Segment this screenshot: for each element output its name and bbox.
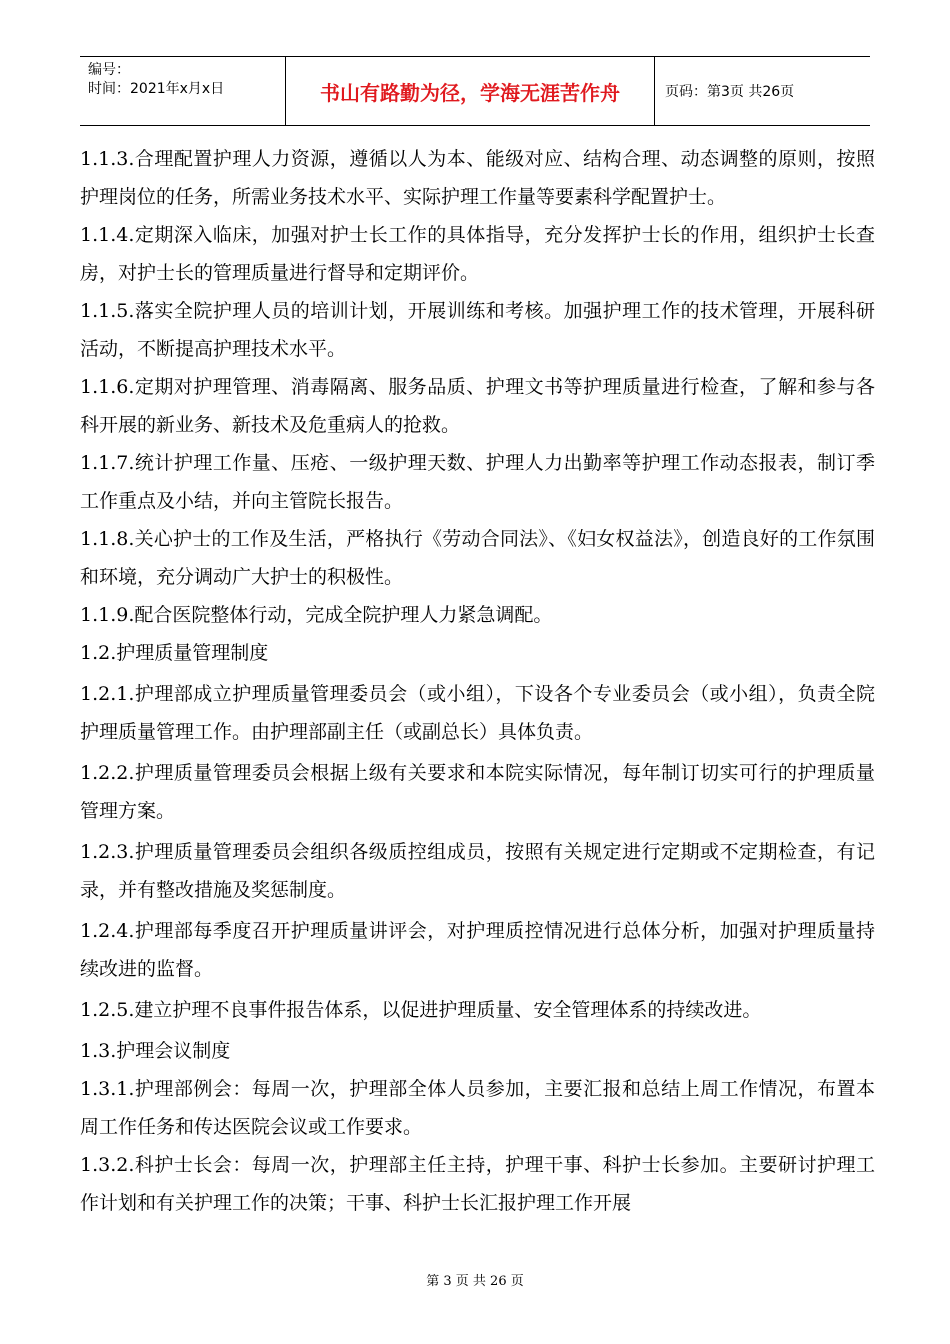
header-page-info: 页码：第3页 共26页 bbox=[665, 84, 795, 100]
paragraph-1-1-5: 1.1.5.落实全院护理人员的培训计划，开展训练和考核。加强护理工作的技术管理，开展科研活动，不断提高护理技术水平。 bbox=[80, 300, 875, 360]
paragraph-1-3-2: 1.3.2.科护士长会：每周一次，护理部主任主持，护理干事、科护士长参加。主要研讨护理工作计划和有关护理工作的决策；干事、科护士长汇报护理工作开展 bbox=[80, 1154, 875, 1214]
paragraph-1-2-4: 1.2.4.护理部每季度召开护理质量讲评会，对护理质控情况进行总体分析，加强对护理质量持续改进的监督。 bbox=[80, 920, 875, 980]
paragraph-1-1-6: 1.1.6.定期对护理管理、消毒隔离、服务品质、护理文书等护理质量进行检查，了解和参与各科开展的新业务、新技术及危重病人的抢救。 bbox=[80, 376, 875, 436]
document-number-label: 编号： bbox=[88, 62, 130, 78]
paragraph-1-1-8: 1.1.8.关心护士的工作及生活，严格执行《劳动合同法》、《妇女权益法》，创造良好的工作氛围和环境，充分调动广大护士的积极性。 bbox=[80, 528, 875, 588]
header-slogan: 书山有路勤为径，学海无涯苦作舟 bbox=[285, 57, 655, 125]
section-heading-1-3: 1.3.护理会议制度 bbox=[80, 1040, 231, 1062]
paragraph-1-2-3: 1.2.3.护理质量管理委员会组织各级质控组成员，按照有关规定进行定期或不定期检查，有记录，并有整改措施及奖惩制度。 bbox=[80, 841, 875, 901]
header-meta bbox=[80, 57, 285, 125]
paragraph-1-1-3: 1.1.3.合理配置护理人力资源，遵循以人为本、能级对应、结构合理、动态调整的原则，按照护理岗位的任务，所需业务技术水平、实际护理工作量等要素科学配置护士。 bbox=[80, 148, 875, 208]
page-footer: 第 3 页 共 26 页 bbox=[426, 1274, 524, 1289]
document-time-label: 时间：2021年x月x日 bbox=[88, 81, 225, 97]
page-header bbox=[80, 56, 870, 126]
section-heading-1-2: 1.2.护理质量管理制度 bbox=[80, 642, 269, 664]
paragraph-1-2-5: 1.2.5.建立护理不良事件报告体系，以促进护理质量、安全管理体系的持续改进。 bbox=[80, 999, 762, 1021]
paragraph-1-1-9: 1.1.9.配合医院整体行动，完成全院护理人力紧急调配。 bbox=[80, 604, 553, 626]
paragraph-1-2-1: 1.2.1.护理部成立护理质量管理委员会（或小组），下设各个专业委员会（或小组），负责全院护理质量管理工作。由护理部副主任（或副总长）具体负责。 bbox=[80, 683, 875, 743]
paragraph-1-2-2: 1.2.2.护理质量管理委员会根据上级有关要求和本院实际情况，每年制订切实可行的护理质量管理方案。 bbox=[80, 762, 875, 822]
paragraph-1-3-1: 1.3.1.护理部例会：每周一次，护理部全体人员参加，主要汇报和总结上周工作情况，布置本周工作任务和传达医院会议或工作要求。 bbox=[80, 1078, 875, 1138]
paragraph-1-1-7: 1.1.7.统计护理工作量、压疮、一级护理天数、护理人力出勤率等护理工作动态报表，制订季工作重点及小结，并向主管院长报告。 bbox=[80, 452, 875, 512]
paragraph-1-1-4: 1.1.4.定期深入临床，加强对护士长工作的具体指导，充分发挥护士长的作用，组织护士长查房，对护士长的管理质量进行督导和定期评价。 bbox=[80, 224, 875, 284]
document-body bbox=[80, 140, 875, 1222]
